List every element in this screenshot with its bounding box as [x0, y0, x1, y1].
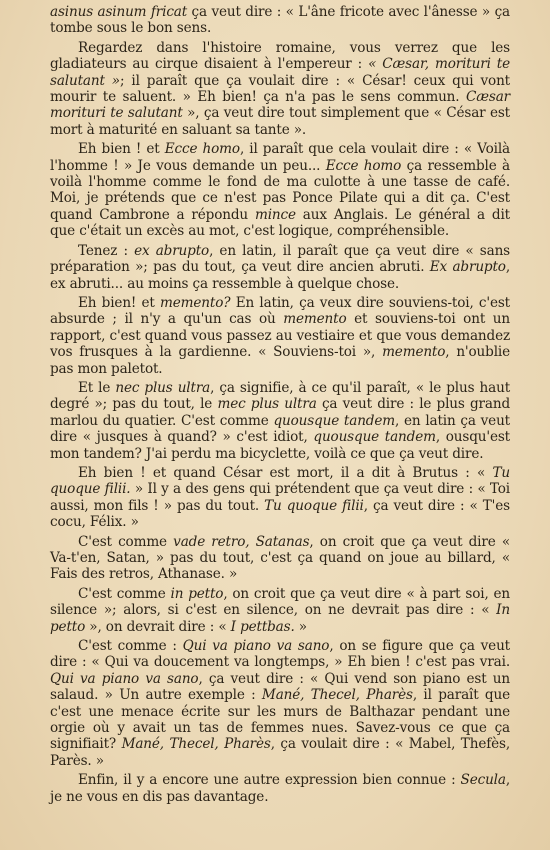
latin-phrase: memento — [283, 311, 347, 328]
latin-phrase: Tu quoque filii. — [50, 464, 510, 498]
latin-phrase: Ex abrupto — [429, 259, 506, 276]
text-run: Enfin, il y a encore une autre expression bien connue : — [78, 772, 461, 789]
latin-phrase: memento — [382, 344, 446, 361]
text-run: , on se figure que ça veut dire : « Qui va doucement va longtemps, » Eh bien ! c'est pas vrai. — [50, 638, 510, 671]
text-run: Regardez dans l'histoire romaine, vous verrez que les gladiateurs au cirque disaient à l'empereur : — [50, 39, 510, 73]
text-run: En latin, ça veux dire souviens-toi, c'est absurde ; il n'y a qu'un cas où — [50, 294, 510, 328]
latin-phrase: memento? — [160, 294, 231, 311]
page-text — [50, 4, 510, 805]
paragraph-7 — [50, 465, 510, 531]
latin-phrase: In petto — [50, 602, 510, 635]
latin-phrase: Secula — [460, 772, 506, 789]
text-run: et souviens-toi ont un rapport, c'est quand vous passez au vestiaire et que vous demandez vos frusques à la gardienne. « Souviens-toi », — [50, 311, 510, 361]
text-run: » Il y a des gens qui prétendent que ça veut dire : « Toi aussi, mon fils ! » pas du tout. — [50, 481, 510, 514]
text-run: », on devrait dire : « — [85, 618, 231, 635]
latin-phrase: « Cæsar, morituri te salutant » — [50, 56, 510, 89]
paragraph-5 — [50, 295, 510, 377]
latin-phrase: Ecce homo — [164, 141, 240, 158]
paragraph-1 — [50, 4, 510, 37]
text-run: , en latin, il paraît que ça veut dire « sans préparation »; pas du tout, ça veut dire ancien abruti. — [50, 242, 510, 276]
text-run: Eh bien! et — [78, 294, 161, 311]
latin-phrase: Mané, Thecel, Pharès — [261, 687, 413, 704]
latin-phrase: in petto — [170, 585, 224, 602]
latin-phrase: Cæsar morituri te salutant — [50, 89, 510, 122]
text-run: ça ressemble à voilà l'homme comme le fond de ma culotte à une tasse de café. Moi, je prétends que ce n'est pas Ponce Pilate qui a dit ça. C'est quand Cambrone a répondu — [50, 157, 510, 223]
text-run: , ça veut dire : « Qui vend son piano est un salaud. » Un autre exemple : — [50, 670, 510, 704]
text-run: , ousqu'est mon tandem? J'ai perdu ma bicyclette, voilà ce que ça veut dire. — [50, 429, 510, 462]
latin-phrase: mec plus ultra — [217, 396, 317, 413]
text-run: , en latin ça veut dire « jusques à quand? » c'est idiot, — [50, 412, 510, 446]
text-run: Tenez : — [78, 242, 135, 259]
text-run: , il paraît que cela voulait dire : « Voilà l'homme ! » Je vous demande un peu... — [50, 141, 510, 174]
latin-phrase: mince — [254, 206, 296, 223]
paragraph-9 — [50, 586, 510, 635]
latin-phrase: Mané, Thecel, Pharès — [121, 736, 271, 753]
paragraph-11 — [50, 772, 510, 805]
text-run: », ça veut dire tout simplement que « César est mort à maturité en saluant sa tante ». — [50, 105, 510, 138]
text-run: , ex abruti... au moins ça ressemble à quelque chose. — [50, 259, 510, 292]
text-run: C'est comme — [78, 585, 171, 602]
text-run: ; il paraît que ça voulait dire : « César! ceux qui vont mourir te saluent. » Eh bien! ça n'a pas le sens commun. — [50, 72, 510, 106]
latin-phrase: Qui va piano va sano — [182, 638, 330, 655]
paragraph-3 — [50, 141, 510, 239]
paragraph-4 — [50, 243, 510, 292]
latin-phrase: ex abrupto — [134, 242, 210, 259]
latin-phrase: quousque tandem — [273, 412, 395, 429]
latin-phrase: Tu quoque filii — [264, 497, 364, 514]
text-run: C'est comme : — [78, 638, 183, 655]
text-run: aux Anglais. Le général a dit que c'était un excès au mot, c'est logique, compréhensible. — [50, 206, 510, 240]
latin-phrase: Ecce homo — [325, 157, 402, 174]
text-run: ça veut dire : le plus grand marlou du quatier. C'est comme — [50, 396, 511, 429]
text-run: , je ne vous en dis pas davantage. — [50, 772, 510, 805]
latin-phrase: vade retro, Satanas — [173, 533, 310, 550]
latin-phrase: quousque tandem — [313, 429, 436, 446]
paragraph-2 — [50, 40, 510, 138]
text-run: , n'oublie pas mon paletot. — [50, 344, 511, 377]
text-run: , ça voulait dire : « Mabel, Thefès, Parès. » — [50, 736, 510, 769]
latin-phrase: asinus asinum fricat — [50, 4, 188, 20]
text-run: » — [294, 618, 307, 635]
latin-phrase: I pettbas. — [230, 618, 295, 635]
text-run: , il paraît que c'est une menace écrite sur les murs de Balthazar pendant une orgie où y avait un tas de femmes nues. Savez-vous ce que ça signifiait? — [50, 687, 510, 753]
text-run: Et le — [78, 379, 116, 396]
paragraph-6 — [50, 380, 510, 462]
paragraph-8 — [50, 534, 510, 583]
text-run: Eh bien ! et — [78, 141, 165, 158]
text-run: , ça veut dire : « T'es cocu, Félix. » — [50, 497, 510, 531]
text-run: C'est comme — [78, 533, 174, 550]
text-run: , ça signifie, à ce qu'il paraît, « le plus haut degré »; pas du tout, le — [50, 379, 511, 413]
text-run: ça veut dire : « L'âne fricote avec l'ânesse » ça tombe sous le bon sens. — [50, 4, 510, 37]
paragraph-10 — [50, 638, 510, 769]
latin-phrase: Qui va piano va sano — [50, 670, 199, 687]
text-run: , on croit que ça veut dire « Va-t'en, Satan, » pas du tout, c'est ça quand on joue au billard, « Fais des retros, Athanase. » — [50, 533, 510, 583]
text-run: Eh bien ! et quand César est mort, il a dit à Brutus : « — [78, 464, 493, 481]
text-run: , on croit que ça veut dire « à part soi, en silence »; alors, si c'est en silence, on ne devrait pas dire : « — [50, 585, 510, 619]
latin-phrase: nec plus ultra — [115, 379, 211, 396]
